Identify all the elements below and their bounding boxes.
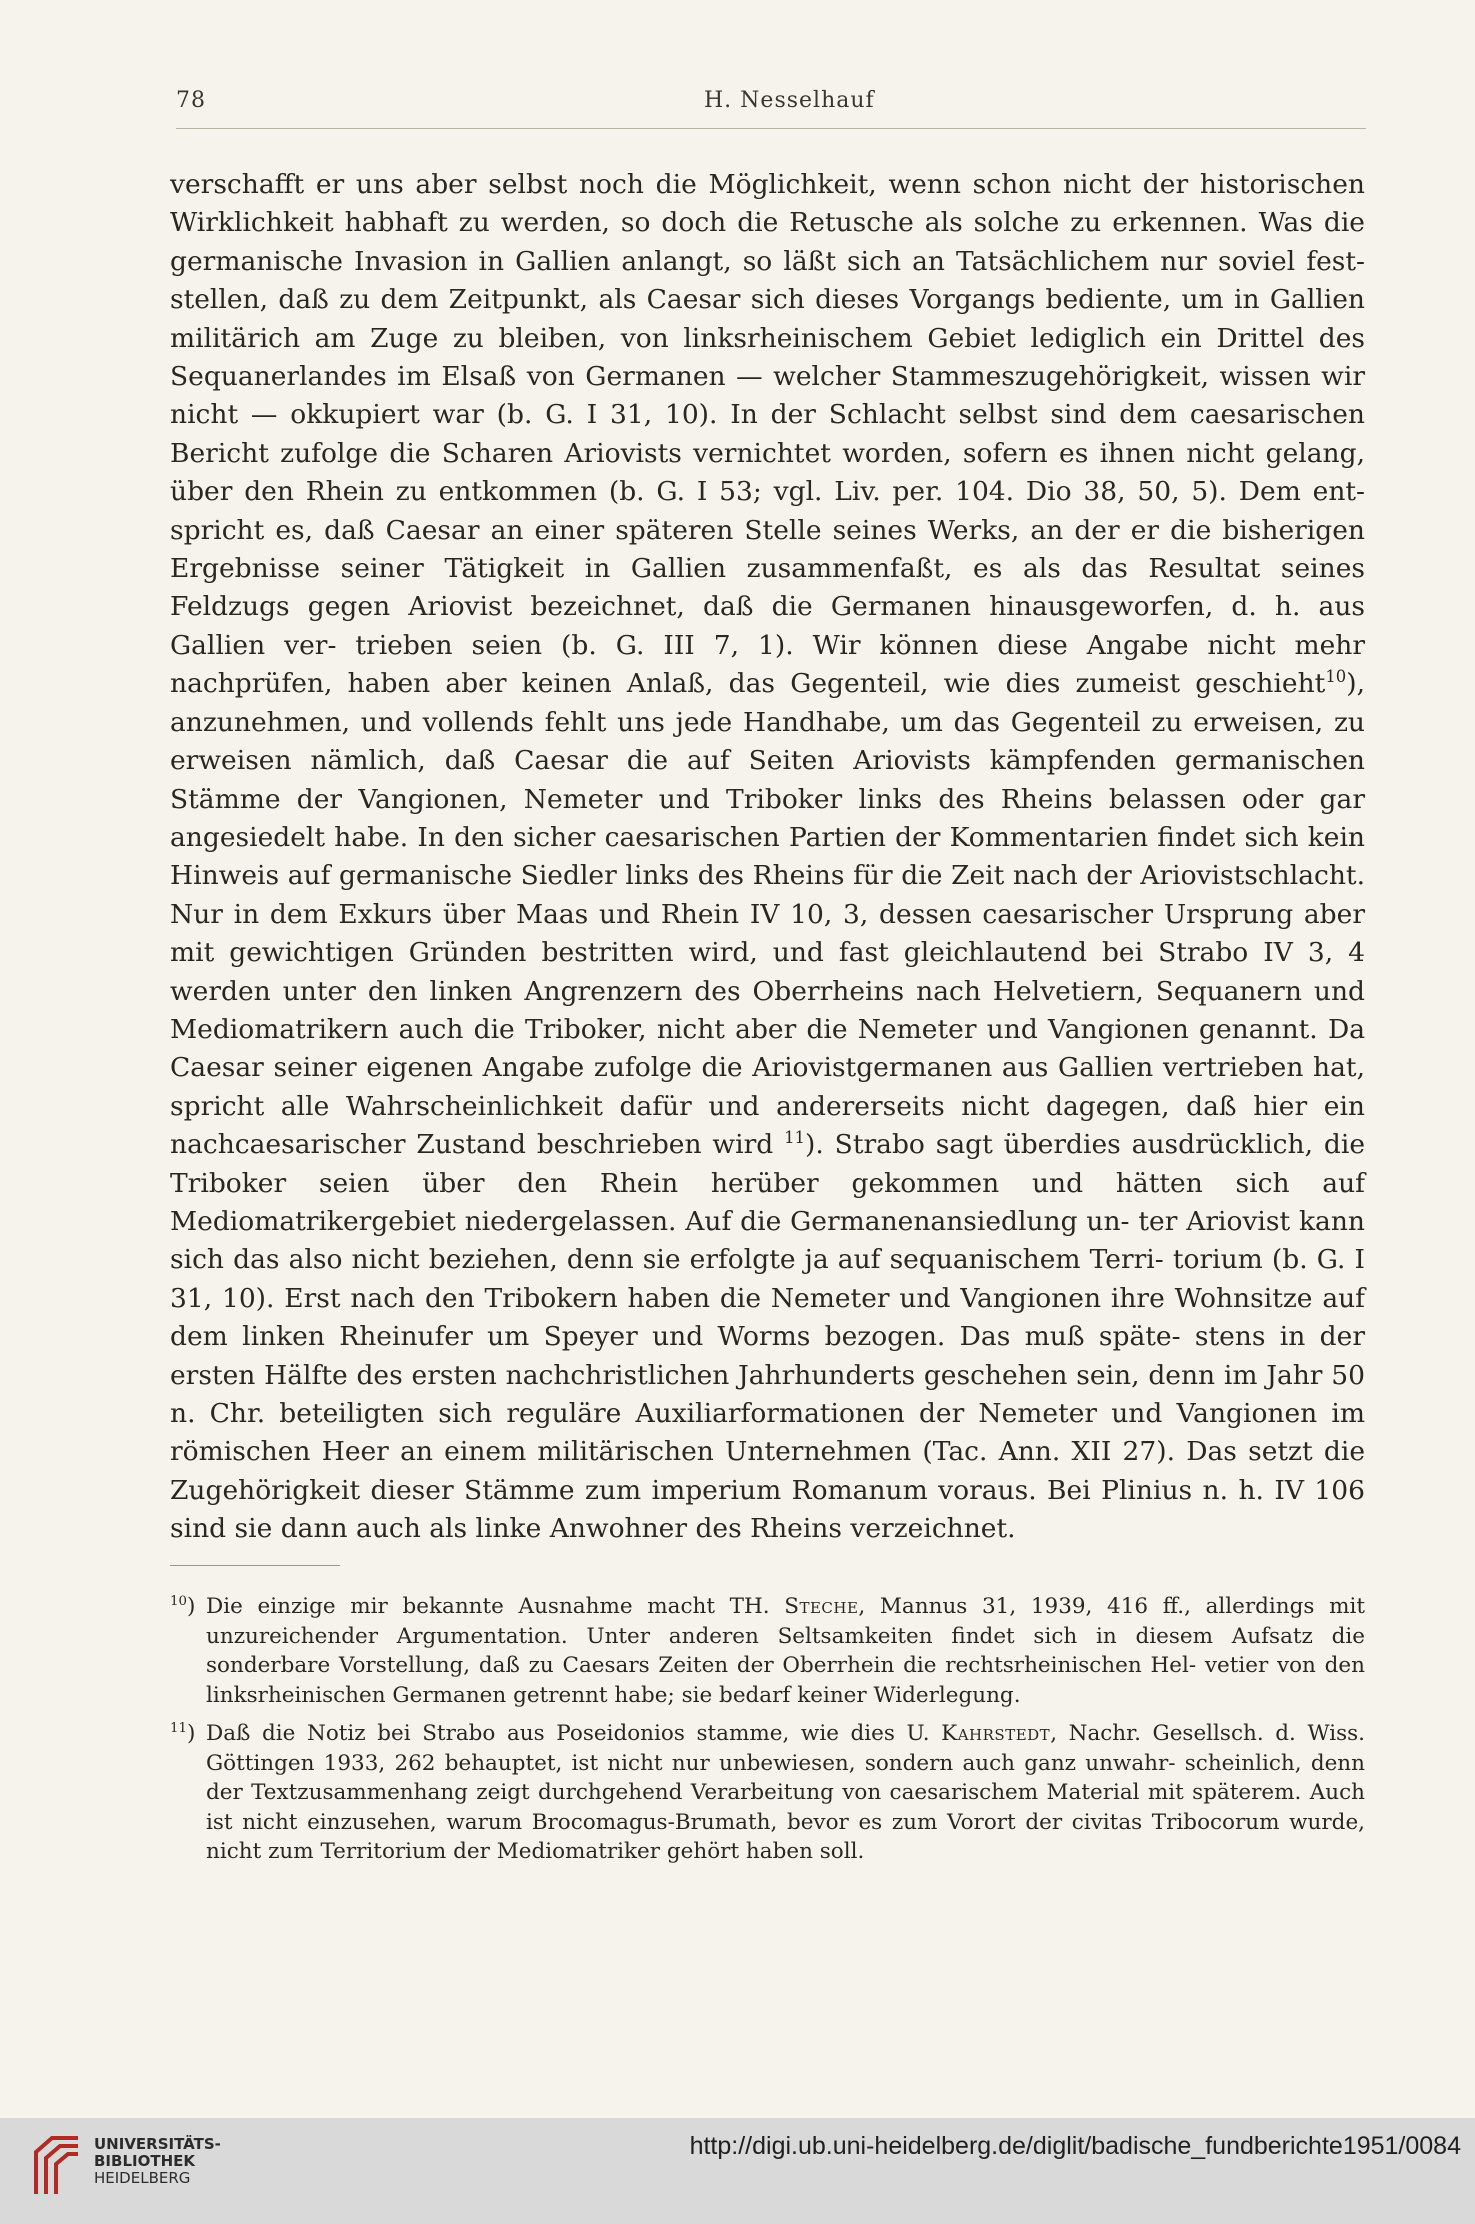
footnote-text: , Mannus 31, 1939, 416 ff., allerdings mit unzureichender Argumentation. Unter anderen Seltsamkeiten findet sich in diesem Aufsatz die sonderbare Vorstellung, daß zu Caesars Zeiten der Oberrhein die rechtsrheinischen Hel- vetier von den linksrheinischen Germanen getrennt habe; sie bedarf keiner Widerlegung. <box>206 1594 1365 1708</box>
footnotes <box>170 1592 1365 1876</box>
header-rule <box>176 128 1366 129</box>
author-name: Kahrstedt <box>941 1721 1051 1746</box>
footnote-text: Die einzige mir bekannte Ausnahme macht TH. <box>206 1594 785 1619</box>
footnote-ref-10[interactable]: 10 <box>1325 667 1347 687</box>
footnote-marker: $^{11}$) <box>170 1721 196 1746</box>
footnote-text: Daß die Notiz bei Strabo aus Poseidonios stamme, wie dies U. <box>206 1721 942 1746</box>
logo-line: HEIDELBERG <box>94 2169 191 2187</box>
text-run: verschafft er uns aber selbst noch die Möglichkeit, wenn schon nicht der historischen Wirklichkeit habhaft zu werden, so doch die Retusche als solche zu erkennen. Was die germanische Invasion in Gallien anlangt, so läßt sich an Tatsächlichem nur soviel fest- stellen, daß zu dem Zeitpunkt, als Caesar sich dieses Vorgangs bediente, um in Gallien militärich am Zuge zu bleiben, von linksrheinischem Gebiet lediglich ein Drittel des Sequanerlandes im Elsaß von Germanen — welcher Stammeszugehörigkeit, wissen wir nicht — okkupiert war (b. G. I 31, 10). In der Schlacht selbst sind dem caesarischen Bericht zufolge die Scharen Ariovists vernichtet worden, sofern es ihnen nicht gelang, über den Rhein zu entkommen (b. G. I 53; vgl. Liv. per. 104. Dio 38, 50, 5). Dem ent- spricht es, daß Caesar an einer späteren Stelle seines Werks, an der er die bisherigen Ergebnisse seiner Tätigkeit in Gallien zusammenfaßt, es als das Resultat seines Feldzugs gegen Ariovist bezeichnet, daß die Germanen hinausgeworfen, d. h. aus Gallien ver- trieben seien (b. G. III 7, 1). Wir können diese Angabe nicht mehr nachprüfen, haben aber keinen Anlaß, das Gegenteil, wie dies zumeist geschieht <box>170 169 1365 700</box>
footnote-ref-11[interactable]: 11 <box>784 1128 806 1148</box>
footnote-rule <box>170 1565 340 1566</box>
author-name: Steche <box>784 1594 859 1619</box>
footnote-number: 11 <box>170 1721 187 1737</box>
library-logo-icon[interactable] <box>30 2132 84 2198</box>
library-logo-text <box>94 2136 221 2187</box>
main-text <box>170 166 1365 1549</box>
text-run: ), anzunehmen, und vollends fehlt uns jede Handhabe, um das Gegenteil zu erweisen, zu erweisen nämlich, daß Caesar die auf Seiten Ariovists kämpfenden germanischen Stämme der Vangionen, Nemeter und Triboker links des Rheins belassen oder gar angesiedelt habe. In den sicher caesarischen Partien der Kommentarien findet sich kein Hinweis auf germanische Siedler links des Rheins für die Zeit nach der Ariovistschlacht. Nur in dem Exkurs über Maas und Rhein IV 10, 3, dessen caesarischer Ursprung aber mit gewichtigen Gründen bestritten wird, und fast gleichlautend bei Strabo IV 3, 4 werden unter den linken Angrenzern des Oberrheins nach Helvetiern, Sequanern und Mediomatrikern auch die Triboker, nicht aber die Nemeter und Vangionen genannt. Da Caesar seiner eigenen Angabe zufolge die Ariovistgermanen aus Gallien vertrieben hat, spricht alle Wahrscheinlichkeit dafür und andererseits nicht dagegen, daß hier ein nachcaesarischer Zustand beschrieben wird <box>170 668 1365 1161</box>
running-head-author: H. Nesselhauf <box>704 88 875 113</box>
running-head <box>176 88 1366 128</box>
paragraph <box>170 166 1365 1549</box>
logo-line: BIBLIOTHEK <box>94 2152 195 2170</box>
text-run: ). Strabo sagt überdies ausdrücklich, die Triboker seien über den Rhein herüber gekommen und hätten sich auf Mediomatrikergebiet niedergelassen. Auf die Germanenansiedlung un- ter Ariovist kann sich das also nicht beziehen, denn sie erfolgte ja auf sequanischem Terri- torium (b. G. I 31, 10). Erst nach den Tribokern haben die Nemeter und Vangionen ihre Wohnsitze auf dem linken Rheinufer um Speyer und Worms bezogen. Das muß späte- stens in der ersten Hälfte des ersten nachchristlichen Jahrhunderts geschehen sein, denn im Jahr 50 n. Chr. beteiligten sich reguläre Auxiliarformationen der Nemeter und Vangionen im römischen Heer an einem militärischen Unternehmen (Tac. Ann. XII 27). Das setzt die Zugehörigkeit dieser Stämme zum imperium Romanum voraus. Bei Plinius n. h. IV 106 sind sie dann auch als linke Anwohner des Rheins verzeichnet. <box>170 1129 1366 1545</box>
footnote-11 <box>170 1719 1365 1867</box>
footnote-text: , Nachr. Gesellsch. d. Wiss. Göttingen 1933, 262 behauptet, ist nicht nur unbewiesen, sondern auch ganz unwahr- scheinlich, denn der Textzusammenhang zeigt durchgehend Verarbeitung von caesarischem Material mit späterem. Auch ist nicht einzusehen, warum Brocomagus-Brumath, bevor es zum Vorort der civitas Tribocorum wurde, nicht zum Territorium der Mediomatriker gehört haben soll. <box>206 1721 1366 1864</box>
footnote-10 <box>170 1592 1365 1710</box>
logo-line: UNIVERSITÄTS- <box>94 2135 221 2153</box>
page-number: 78 <box>176 88 206 113</box>
source-url-link[interactable]: http://digi.ub.uni-heidelberg.de/diglit/badische_fundberichte1951/0084 <box>689 2132 1461 2160</box>
footnote-number: 10 <box>170 1594 187 1610</box>
footnote-marker: $^{10}$) <box>170 1594 196 1619</box>
